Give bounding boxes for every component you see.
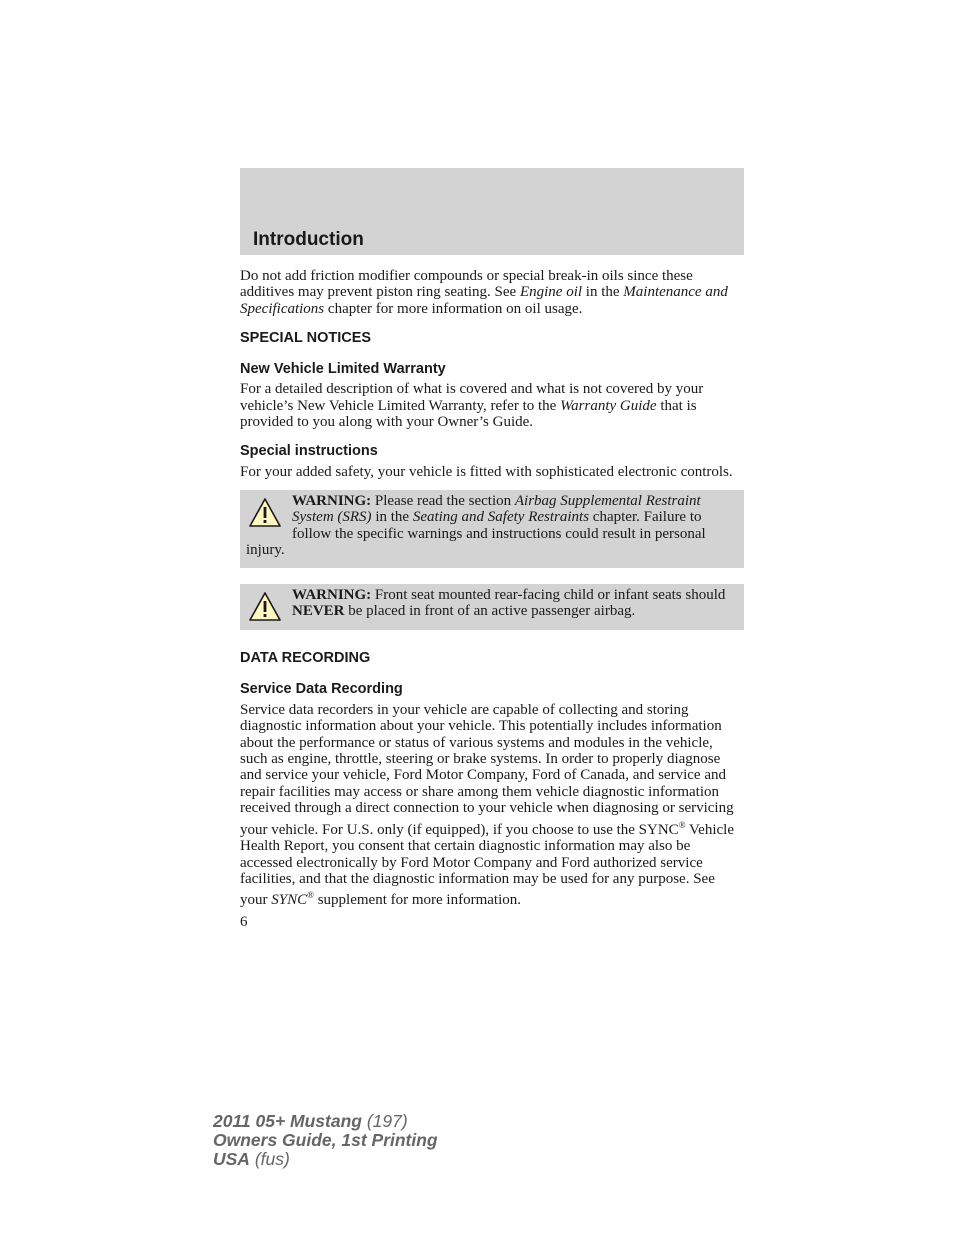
text: (fus) [249,1149,290,1169]
text: in the [371,509,413,526]
text: USA [213,1149,250,1169]
text: be placed in front of an active passenger airbag. [344,603,636,620]
instructions-paragraph: For your added safety, your vehicle is fitted with sophisticated electronic controls. [240,464,733,481]
heading-data-recording: DATA RECORDING [240,649,371,666]
intro-paragraph [240,268,744,317]
text: (197) [361,1111,408,1131]
emphasis-bold: NEVER [292,603,345,620]
emphasis: Engine oil [519,284,583,301]
service-data-paragraph [240,702,744,909]
emphasis: Airbag Supplemental Restraint System (SRS) [292,492,701,526]
warning-triangle-icon [248,497,282,529]
text: Please read the section [371,492,515,509]
warning-box-airbag [240,490,744,568]
text: 2011 05+ Mustang [213,1111,362,1131]
warning-label: WARNING: [292,586,372,603]
text: For a detailed description of what is covered and what is not covered by your vehicle’s New Vehicle Limited Warranty, refer to the [240,381,704,414]
emphasis: Maintenance and Specifications [240,284,728,317]
text: supplement for more information. [313,892,521,909]
warning-label: WARNING: [292,492,372,509]
page-number: 6 [240,913,248,930]
text: in the [582,284,624,301]
warranty-paragraph [240,381,744,430]
text: Owners Guide, 1st Printing [213,1130,438,1150]
warning-triangle-icon [248,591,282,623]
text: chapter for more information on oil usage. [324,300,583,317]
heading-new-vehicle-warranty: New Vehicle Limited Warranty [240,361,446,378]
text: Service data recorders in your vehicle are capable of collecting and storing diagnostic information about your vehicle. This potentially includes information about the performance or status of various systems and modules in the vehicle, such as engine, throttle, steering or brake systems. In order to properly diagnose and service your vehicle, Ford Motor Company, Ford of Canada, and service and repair facilities may access or share among them vehicle diagnostic information received through a direct connection to your vehicle when diagnosing or servicing your vehicle. For U.S. only (if equipped), if you choose to use the SYNC [240,701,734,838]
registered-mark: ® [678,819,686,830]
text: Front seat mounted rear-facing child or infant seats should [371,586,726,603]
text: Do not add friction modifier compounds or special break-in oils since these additives may prevent piston ring seating. See [240,268,693,301]
footer-line-printing [213,1131,438,1150]
registered-mark: ® [307,890,314,901]
document-footer [213,1112,438,1169]
page-content [240,268,744,930]
heading-special-instructions: Special instructions [240,443,378,460]
section-title: Introduction [253,229,364,250]
warning-box-child-seat [240,584,744,630]
text: Vehicle Health Report, you consent that certain diagnostic information may also be accessed electronically by Ford Motor Company and Ford authorized service facilities, and that the diagnostic information may be used for any purpose. See your [240,821,734,909]
heading-special-notices: SPECIAL NOTICES [240,330,372,347]
footer-line-region [213,1150,438,1169]
text: that is provided to you along with your Owner’s Guide. [240,397,697,431]
section-header-band [240,168,744,255]
emphasis: SYNC [271,892,308,909]
heading-service-data-recording: Service Data Recording [240,680,403,697]
text: chapter. Failure to follow the specific warnings and instructions could result in personal injury. [246,509,706,559]
emphasis: Warranty Guide [560,397,657,414]
emphasis: Seating and Safety Restraints [412,509,590,526]
footer-line-model [213,1112,438,1131]
